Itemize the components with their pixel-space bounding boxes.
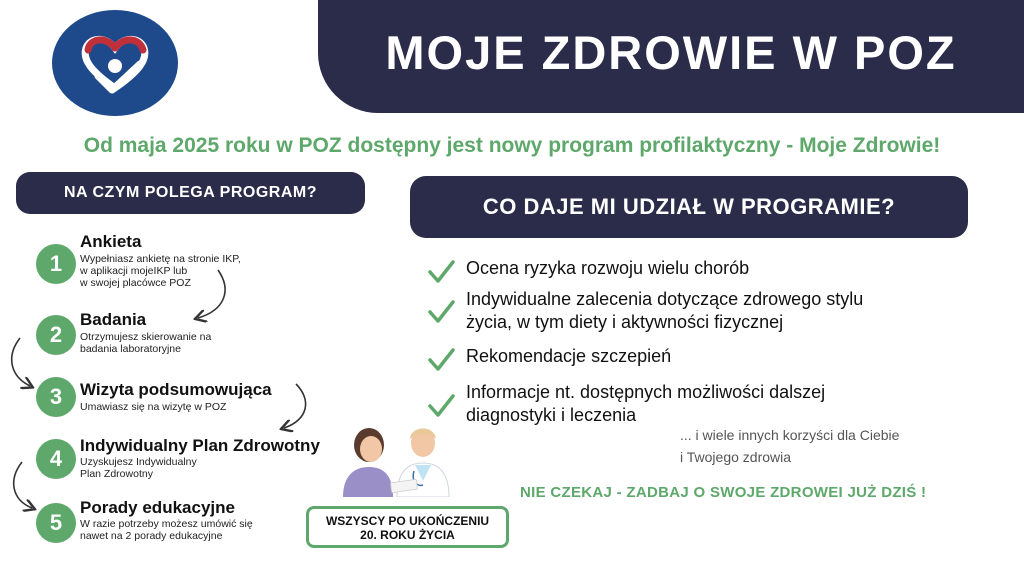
extra-line: ... i wiele innych korzyści dla Ciebie (680, 427, 900, 443)
benefit-line: życia, w tym diety i aktywności fizycznej (466, 312, 784, 332)
benefit-item (466, 381, 825, 427)
step-desc-line: Uzyskujesz Indywidualny (80, 456, 197, 468)
benefit-line: Indywidualne zalecenia dotyczące zdrowego stylu (466, 289, 864, 309)
section-heading-left: NA CZYM POLEGA PROGRAM? (16, 172, 365, 214)
check-icon (427, 258, 455, 286)
step-number: 5 (36, 503, 76, 543)
extra-benefits-note (680, 424, 980, 468)
step-desc-line: Umawiasz się na wizytę w POZ (80, 401, 227, 413)
step-desc-line: Plan Zdrowotny (80, 468, 153, 480)
step-desc-line: Wypełniasz ankietę na stronie IKP, (80, 253, 241, 265)
step-number: 3 (36, 377, 76, 417)
step-desc-line: W razie potrzeby możesz umówić się (80, 518, 253, 530)
doctor-patient-illustration-icon (335, 415, 455, 497)
step-title: Ankieta (80, 232, 142, 251)
step-desc-line: w swojej placówce POZ (80, 277, 191, 289)
age-box-line: WSZYSCY PO UKOŃCZENIU (325, 514, 490, 528)
curved-arrow-icon (284, 384, 306, 428)
step-number: 2 (36, 315, 76, 355)
benefit-item (466, 345, 671, 368)
step-title: Wizyta podsumowująca (80, 380, 272, 399)
benefit-item (466, 288, 863, 334)
benefit-line: diagnostyki i leczenia (466, 405, 637, 425)
step-desc-line: nawet na 2 porady edukacyjne (80, 530, 223, 542)
curved-arrow-icon (198, 270, 225, 318)
step-title: Porady edukacyjne (80, 498, 235, 517)
curved-arrow-icon (12, 338, 30, 386)
benefit-line: Ocena ryzyka rozwoju wielu chorób (466, 258, 750, 278)
age-eligibility-box (306, 506, 509, 548)
curved-arrow-icon (14, 462, 32, 508)
extra-line: i Twojego zdrowia (680, 449, 792, 465)
benefit-line: Rekomendacje szczepień (466, 346, 672, 366)
step-desc-line: Otrzymujesz skierowanie na (80, 331, 212, 343)
call-to-action: NIE CZEKAJ - ZADBAJ O SWOJE ZDROWEI JUŻ DZIŚ ! (520, 484, 927, 501)
page-title: MOJE ZDROWIE W POZ (385, 26, 957, 79)
step-desc-line: badania laboratoryjne (80, 343, 181, 355)
step-number: 1 (36, 244, 76, 284)
age-box-line: 20. ROKU ŻYCIA (360, 528, 455, 542)
benefit-line: Informacje nt. dostępnych możliwości dalszej (466, 382, 826, 402)
section-heading-right: CO DAJE MI UDZIAŁ W PROGRAMIE? (410, 176, 968, 238)
check-icon (427, 346, 455, 374)
step-flow-arrows (0, 0, 330, 576)
step-desc-line: w aplikacji mojeIKP lub (80, 265, 188, 277)
step-title: Badania (80, 310, 147, 329)
step-number: 4 (36, 439, 76, 479)
subtitle: Od maja 2025 roku w POZ dostępny jest nowy program profilaktyczny - Moje Zdrowie! (83, 134, 941, 157)
benefit-item (466, 257, 749, 280)
check-icon (427, 298, 455, 326)
step-title: Indywidualny Plan Zdrowotny (80, 436, 320, 455)
